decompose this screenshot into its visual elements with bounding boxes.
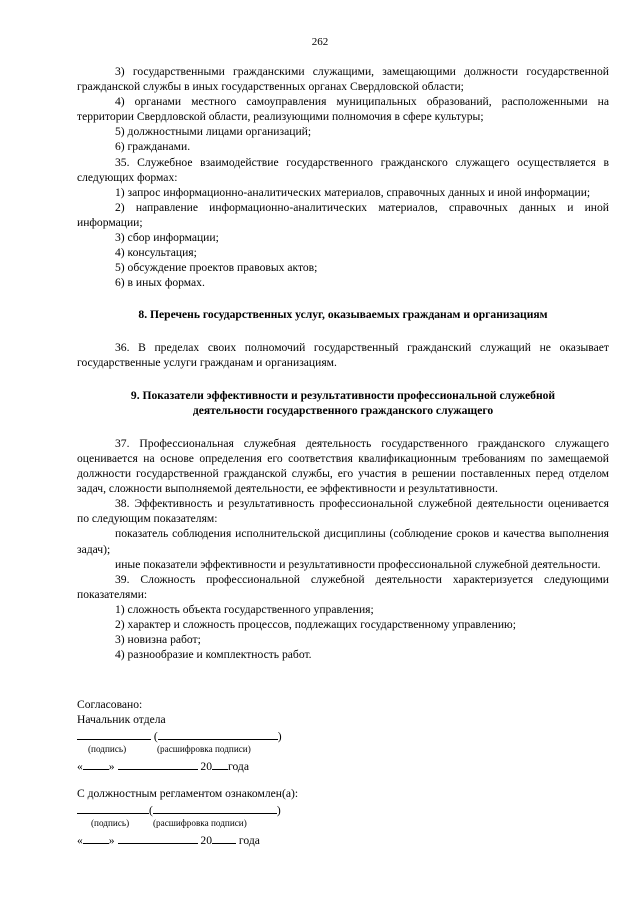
section-9-heading-line-1: 9. Показатели эффективности и результативности профессиональной служебной <box>130 388 556 402</box>
paragraph: 5) обсуждение проектов правовых актов; <box>115 261 318 275</box>
paragraph: показатель соблюдения исполнительской дисциплины (соблюдение сроков и качества выполнения задач); <box>77 527 609 556</box>
section-9-body <box>77 436 609 662</box>
acknowledgement-signature-row <box>77 801 397 818</box>
approval-position: Начальник отдела <box>77 713 166 727</box>
paragraph: иные показатели эффективности и результативности профессиональной служебной деятельности. <box>115 557 601 571</box>
approval-decoding-blank <box>158 727 278 740</box>
acknowledgement-decoding-caption: (расшифровка подписи) <box>153 818 247 829</box>
acknowledgement-year-suffix: года <box>238 834 260 848</box>
acknowledgement-close-paren: ) <box>276 804 281 818</box>
document-body <box>77 64 609 662</box>
paragraph: 6) гражданами. <box>115 140 191 154</box>
approval-date-close-quote: » <box>108 760 115 774</box>
acknowledgement-year-prefix: 20 <box>200 834 212 848</box>
acknowledgement-label: С должностным регламентом ознакомлен(а): <box>77 787 299 800</box>
acknowledgement-signature-caption: (подпись) <box>91 818 130 829</box>
paragraph: 5) должностными лицами организаций; <box>115 125 312 139</box>
paragraph: 1) сложность объекта государственного управления; <box>115 602 374 616</box>
paragraph: 3) новизна работ; <box>115 633 201 647</box>
approval-signature-caption: (подпись) <box>88 744 127 755</box>
paragraph: 3) сбор информации; <box>115 231 219 245</box>
paragraph: 35. Служебное взаимодействие государственного гражданского служащего осуществляется в следующих формах: <box>77 155 609 184</box>
approval-decoding-caption: (расшифровка подписи) <box>157 744 251 755</box>
approval-day-blank <box>83 757 109 770</box>
section-9-heading <box>77 388 609 418</box>
paragraph: 38. Эффективность и результативность профессиональной служебной деятельности оценивается по следующим показателям: <box>77 497 609 526</box>
approval-close-paren: ) <box>277 730 282 744</box>
approval-signature-blank <box>77 727 151 740</box>
approval-label: Согласовано: <box>77 698 143 711</box>
service-interaction-list <box>77 64 609 290</box>
approval-date-row <box>77 757 397 774</box>
acknowledgement-year-blank <box>212 831 236 844</box>
paragraph: 6) в иных формах. <box>115 276 205 290</box>
approval-month-blank <box>118 757 198 770</box>
paragraph: 2) характер и сложность процессов, подлежащих государственному управлению; <box>115 618 516 631</box>
acknowledgement-date-row <box>77 831 397 848</box>
acknowledgement-date-close-quote: » <box>108 834 115 848</box>
approval-open-paren: ( <box>151 730 158 744</box>
acknowledgement-month-blank <box>118 831 198 844</box>
acknowledgement-date-open-quote: « <box>77 834 83 848</box>
page-number: 262 <box>311 36 329 48</box>
approval-block <box>77 697 397 774</box>
approval-year-suffix: года <box>228 760 249 774</box>
acknowledgement-caption-row <box>77 818 397 831</box>
paragraph: 36. В пределах своих полномочий государственный гражданский служащий не оказывает государственные услуги гражданам и организациям. <box>77 340 609 369</box>
paragraph: 4) разнообразие и комплектность работ. <box>115 648 312 662</box>
acknowledgement-decoding-blank <box>153 801 277 814</box>
section-8-heading: 8. Перечень государственных услуг, оказываемых гражданам и организациям <box>138 308 548 322</box>
approval-signature-row <box>77 727 397 744</box>
approval-caption-row <box>77 744 397 757</box>
paragraph: 4) консультация; <box>115 246 197 260</box>
paragraph: 1) запрос информационно-аналитических материалов, справочных данных и иной информации; <box>115 185 591 199</box>
section-8-body <box>77 340 609 370</box>
acknowledgement-open-paren: ( <box>149 804 153 818</box>
acknowledgement-signature-blank <box>77 801 149 814</box>
acknowledgement-block <box>77 786 397 848</box>
paragraph: 2) направление информационно-аналитических материалов, справочных данных и иной информации; <box>77 200 609 229</box>
paragraph: 4) органами местного самоуправления муниципальных образований, расположенными на территории Свердловской области, реализующими полномочия в сфере культуры; <box>77 95 609 124</box>
approval-year-blank <box>212 757 228 770</box>
acknowledgement-day-blank <box>83 831 109 844</box>
paragraph: 3) государственными гражданскими служащими, замещающими должности государственной гражданской службы в иных государственных органах Свердловской области; <box>77 65 609 94</box>
section-9-heading-line-2: деятельности государственного гражданского служащего <box>192 403 494 417</box>
approval-date-open-quote: « <box>77 760 83 774</box>
paragraph: 37. Профессиональная служебная деятельность государственного гражданского служащего оценивается на основе определения его соответствия квалификационным требованиям по замещаемой должности государственной гражданской службы, его участия в решении поставленных перед отделом задач, сложности выполняемой деятельности, ее эффективности и результативности. <box>77 436 609 496</box>
paragraph: 39. Сложность профессиональной служебной деятельности характеризуется следующими показателями: <box>77 572 609 601</box>
approval-year-prefix: 20 <box>200 760 212 774</box>
